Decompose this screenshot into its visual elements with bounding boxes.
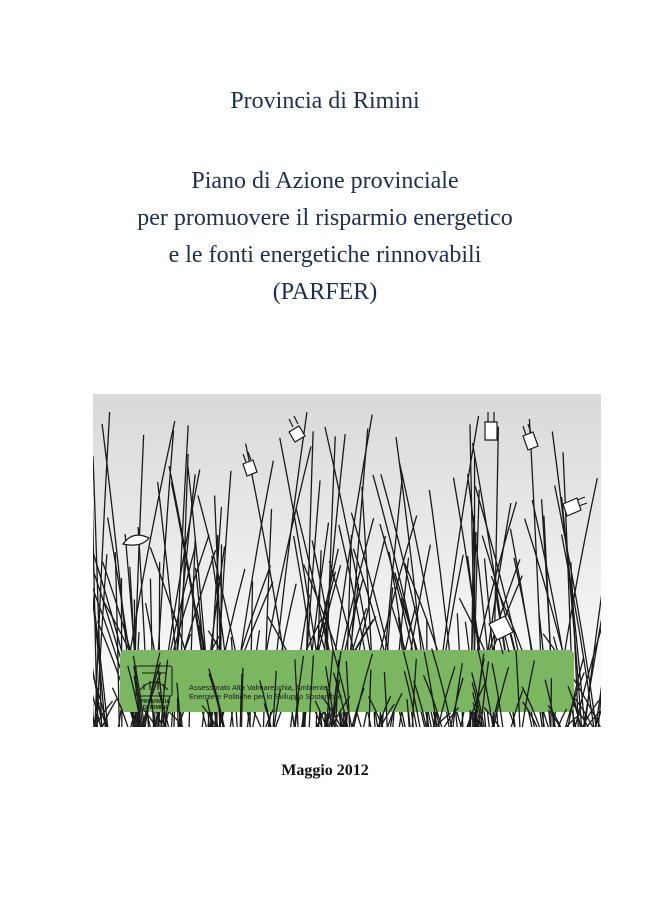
publication-date: Maggio 2012 <box>281 762 369 779</box>
subtitle-line: Piano di Azione provinciale <box>191 168 459 194</box>
grass-plugs-illustration <box>93 394 601 727</box>
grass-blade <box>551 678 552 727</box>
department-line: Energie e Politiche per lo Sviluppo Sostenibile <box>189 692 343 701</box>
logo-text-line: PROVINCIA <box>139 699 171 705</box>
page-title: Provincia di Rimini <box>230 88 420 114</box>
department-line: Assessorato Alta Valmarecchia, Ambiente, <box>189 683 330 692</box>
logo-text-line: DI RIMINI <box>142 705 168 711</box>
cover-illustration <box>93 394 601 727</box>
document-subtitle <box>0 163 650 311</box>
subtitle-line: (PARFER) <box>272 279 378 305</box>
subtitle-line: e le fonti energetiche rinnovabili <box>168 242 482 268</box>
subtitle-line: per promuovere il risparmio energetico <box>137 205 513 231</box>
department-text <box>189 683 429 701</box>
logo-text <box>129 699 181 711</box>
